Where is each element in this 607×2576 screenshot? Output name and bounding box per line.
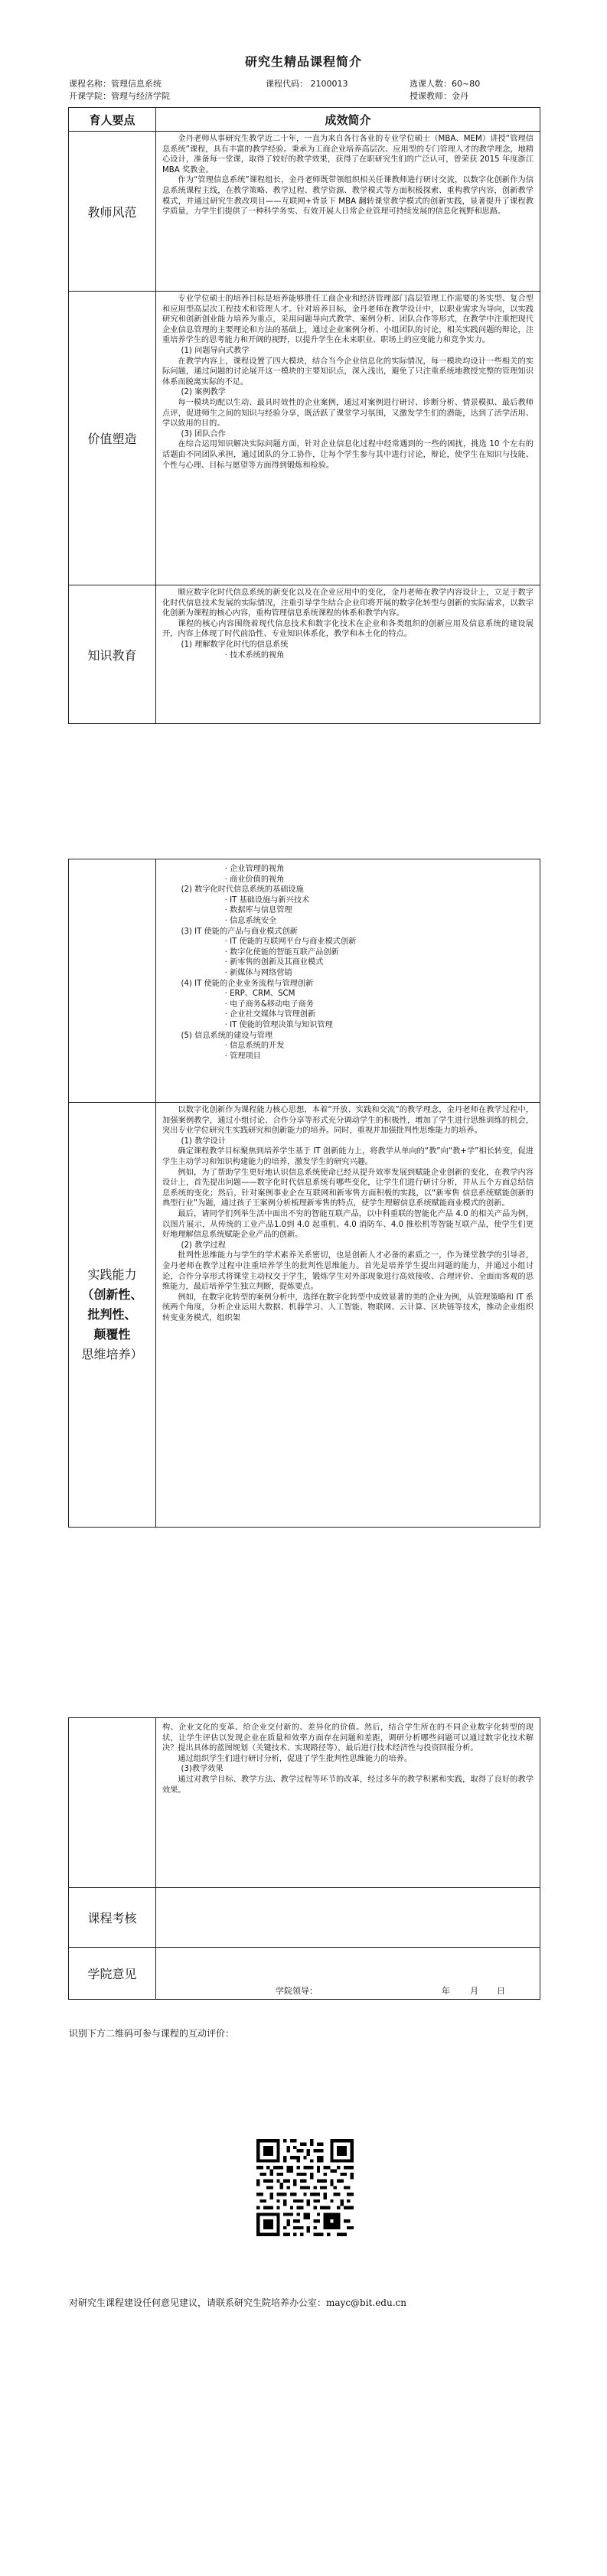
practice-subheading-3: (3)教学效果 xyxy=(181,1765,224,1774)
offering-college: 开课学院：管理与经济学院 xyxy=(69,91,170,101)
contact-note: 对研究生课程建设任何意见建议，请联系研究生院培养办公室：mayc@bit.edu.cn xyxy=(69,2297,406,2308)
knowledge-bullet: · IT 基础设施与新兴技术 xyxy=(224,895,310,905)
qr-code-icon[interactable] xyxy=(256,2139,354,2236)
practice-para: 通过组织学生们进行研讨分析，促进了学生批判性思维能力的培养。 xyxy=(178,1754,413,1763)
practice-para: 确定课程教学目标聚焦到培养学生基于 IT 创新能力上，将教学从单向的“教”向“教+学”相长转变，促进学生主动学习和知识构建能力的培养，激发学生的研究兴趣。 xyxy=(162,1147,534,1166)
practice-label-line: （创新性、 xyxy=(81,1287,143,1302)
knowledge-bullet: · 信息系统的开发 xyxy=(224,1042,285,1051)
values-para-3: 在综合运用知识解决实际问题方面，针对企业信息化过程中经常遇到的一些的困扰，挑选 10 个左右的话题由不同团队承担，通过团队的分工协作，让每个学生参与其中进行讨论，辩论，使学生在知识与技能、个性与心理、目标与愿望等方面得到锻炼和检验。 xyxy=(162,440,534,470)
date-year-label: 年 xyxy=(442,1986,450,1996)
course-table-cont xyxy=(68,859,540,1528)
knowledge-bullet: · 电子商务&移动电子商务 xyxy=(224,999,314,1009)
values-para-2: 每一模块均配以生动、最具时效性的企业案例，通过对案例进行研讨、诊断分析、情景模拟、最后教师点评，促进师生之间的知识与经验分享，既活跃了课堂学习氛围，又激发学生们的潜能，达到了活学活用、学以致用的目的。 xyxy=(162,398,534,429)
knowledge-bullet: · 企业社交媒体与管理创新 xyxy=(224,1010,316,1019)
document-title: 研究生精品课程简介 xyxy=(244,54,362,69)
practice-para: 通过对教学目标、教学方法、教学过程等环节的改革，经过多年的教学积累和实践，取得了良好的教学效果。 xyxy=(162,1775,534,1795)
enrollment: 选课人数：60~80 xyxy=(410,79,481,89)
date-month-label: 月 xyxy=(470,1986,478,1996)
practice-label-line: 批判性、 xyxy=(87,1307,137,1322)
college-leader-label: 学院领导： xyxy=(276,1986,318,1996)
values-intro: 专业学位硕士的培养目标是培养能够胜任工商企业和经济管理部门高层管理工作需要的务实型、复合型和应用型高层次工程技术和管理人才。针对培养目标，金丹老师在教学设计中，以职业需求为导向，以实践研究和创新创业能力培养为重点，采用问题导向式教学、案例分析、团队合作等形式，在教学中注重把现代企业信息管理的主要理论和方法的基础上，通过企业案例分析、小组团队的讨论，相关实践问题的辩论，注重培养学生的思考能力和开阔的视野，以提升学生在未来职业、职场上的应变能力和竞争实力。 xyxy=(162,295,534,345)
header-outcomes: 成效简介 xyxy=(156,108,540,132)
practice-subheading-2: (2) 教学过程 xyxy=(181,1241,226,1250)
practice-para: 例如，为了帮助学生更好地认识信息系统使命已经从提升效率发展到赋能企业创新的变化，在教学内容设计上，首先提出问题——数字化时代信息系统有哪些变化，让学生们进行研讨分析，并从五个方面总结信息系统的变化；然后，针对案例事业企在互联网和新零售方面积极的实践，以“新零售 信息系统赋能创新的典型行业”为题，通过孩子王案例分析梳理新零售的特点，使学生理解信息系统赋能商业模式的创新。 xyxy=(162,1168,534,1208)
course-code: 课程代码： 2100013 xyxy=(266,79,348,89)
header-key-points: 育人要点 xyxy=(69,108,156,132)
knowledge-subheading-2: (2) 数字化时代信息系统的基础设施 xyxy=(181,885,304,895)
knowledge-subheading-3: (3) IT 使能的产品与商业模式创新 xyxy=(181,927,298,936)
practice-label-line: 实践能力 xyxy=(87,1267,137,1282)
knowledge-bullet: · 商业价值的视角 xyxy=(224,875,285,884)
knowledge-bullet: · IT 使能的互联网平台与商业模式创新 xyxy=(224,937,357,947)
practice-cont-content xyxy=(156,1718,540,1888)
assessment-content xyxy=(156,1888,540,1948)
practice-para: 例如，在数字化转型的案例分析中，选择在数字化转型中成效显著的美的企业为例，从管理策略和 IT 系统两个角度，分析企业运用大数据、机器学习、人工智能、物联网、云计算、区块链等技术，推动企业组织转变业务模式，组织架 xyxy=(162,1293,534,1322)
knowledge-bullet: · 信息系统安全 xyxy=(224,916,277,925)
college-opinion-content xyxy=(156,1948,540,2000)
label-knowledge: 知识教育 xyxy=(69,585,156,724)
knowledge-bullet: · 新零售的创新及其商业模式 xyxy=(224,958,324,967)
knowledge-subheading-5: (5) 信息系统的建设与管理 xyxy=(181,1031,273,1040)
label-practice-cont xyxy=(69,1718,156,1888)
label-value-shaping: 价值塑造 xyxy=(69,292,156,585)
practice-para: 构、企业文化的变革、给企业交付新的、差异化的价值。然后，结合学生所在的不同企业数字化转型的现状，让学生评估以发现企业在质量和效率方面存在问题和差距，调研分析哪些问题可以通过数字化技术解决？提出具体的蓝图规划（关键技术、实现路径等），最后进行技术经济性与投资回报分析。 xyxy=(162,1723,534,1753)
practice-content xyxy=(156,1103,540,1528)
label-assessment: 课程考核 xyxy=(69,1888,156,1948)
knowledge-content xyxy=(156,585,540,724)
knowledge-bullet: · ERP、CRM、SCM xyxy=(224,990,295,999)
teacher-style-content xyxy=(156,132,540,292)
label-teacher-style: 教师风范 xyxy=(69,132,156,292)
knowledge-subheading-1: (1) 理解数字化时代的信息系统 xyxy=(181,640,289,649)
knowledge-bullet: · 新媒体与网络营销 xyxy=(224,968,292,977)
practice-intro: 以数字化创新作为课程能力核心思想，本着“开放、实践和交流”的教学理念，金丹老师在教学过程中，加强案例教学，通过小组讨论、合作分享等形式充分调动学生的积极性，增加了学生进行思维训练的机会，突出专业学位研究生实践研究和创新能力的培养。同时，重视并加强批判性思维能力的培养。 xyxy=(162,1106,534,1136)
label-practice xyxy=(69,1103,156,1528)
course-table xyxy=(68,107,540,724)
practice-para: 批判性思维能力与学生的学术素养关系密切，也是创新人才必备的素质之一，作为课堂教学的引导者，金丹老师在教学过程中注重培养学生的批判性思维能力。首先是培养学生提出问题的能力，并通过小组讨论，合作分享形式将课堂主动权交于学生，锻炼学生对外部现象进行高效接收、合理评价、全面而客观的思维能力，最后培养学生独立判断，提炼要点。 xyxy=(162,1251,534,1292)
values-subheading-1: (1) 问题导向式教学 xyxy=(181,346,250,355)
practice-label-line: 颠覆性 xyxy=(93,1327,131,1342)
practice-subheading-1: (1) 教学设计 xyxy=(181,1136,226,1146)
knowledge-para-2: 课程的核心内容围绕着现代信息技术和数字化技术在企业和各类组织的创新应用及信息系统的建设展开，内容上体现了时代前沿性、专业知识体系化，教学和本土化的特点。 xyxy=(162,619,534,639)
values-subheading-2: (2) 案例教学 xyxy=(181,388,226,397)
value-shaping-content xyxy=(156,292,540,585)
course-name: 课程名称：管理信息系统 xyxy=(69,79,162,89)
qr-prompt: 识别下方二维码可参与课程的互动评价： xyxy=(69,2028,235,2039)
knowledge-cont-content xyxy=(156,859,540,1103)
knowledge-bullet: · 数据库与信息管理 xyxy=(224,906,292,915)
label-college-opinion: 学院意见 xyxy=(69,1948,156,2000)
knowledge-bullet: · 企业管理的视角 xyxy=(224,865,285,873)
knowledge-bullet: · 数字化使能的智能互联产品创新 xyxy=(224,947,339,957)
practice-para: 最后，请同学们列举生活中面出不穷的智能互联产品，以中科重联的智能化产品 4.0 的相关产品为例，以图片展示，从传统的工业产品1.0到 4.0 起重机、4.0 消防车、4.0 推松机等智能互联产品，使学生们更好地理解信息系统赋能企业产品的创新。 xyxy=(162,1209,534,1240)
instructor: 授课教师：金丹 xyxy=(410,91,468,101)
knowledge-subheading-4: (4) IT 使能的企业业务流程与管理创新 xyxy=(181,979,314,988)
knowledge-bullet: · IT 使能的管理决策与知识管理 xyxy=(224,1020,333,1029)
teacher-style-para-1: 金丹老师从事研究生教学近二十年，一直为来自各行各业的专业学位硕士（MBA、MEM）讲授“管理信息系统”课程，具有丰富的教学经验。秉承为工商企业培养高层次、应用型的专门管理人才的教学理念，地精心设计，准备每一堂课，取得了较好的教学效果，获得了在职研究生们的广泛认可，曾荣获 2015 年度浙江 MBA 奖教金。 xyxy=(162,135,534,174)
knowledge-para-1: 顺应数字化时代信息系统的新变化以及在企业应用中的变化，金丹老师在教学内容设计上，立足于数字化时代信息技术发展的实际情况，注重引导学生结合企业印将开展的数字化转型与创新的实际需求，以数字化创新为课程的核心内容，重构管理信息系统课程的体系和教学内容。 xyxy=(162,589,534,618)
values-subheading-3: (3) 团队合作 xyxy=(181,429,226,439)
teacher-style-para-2: 作为“管理信息系统”课程组长，金丹老师既带领组织相关任课教师进行研讨交流，以数字化创新作为信息系统课程主线，在教学策略、教学过程、教学资源、教学模式等方面积极探索、重构教学内容，创新教学模式，并通过研究生教改项目——互联网+背景下 MBA 翻转课堂教学模式的创新实践，显著提升了课程教学质量，力学生们提供了一种科学务实、有效开展人日常企业管理可持续发展的信息化视野和思路。 xyxy=(162,176,534,217)
label-knowledge-cont xyxy=(69,859,156,1103)
values-para-1: 在教学内容上，课程设置了四大模块，结合当今企业信息化的实际情况，每一模块均设计一些相关的实际问题，通过问题的讨论展开这一模块的主要知识点，深入浅出，避免了只注重系统地教授完整的管理知识体系而脱离实际的不足。 xyxy=(162,357,534,386)
knowledge-bullet: · 管理项目 xyxy=(224,1052,261,1061)
practice-label-line: 思维培养） xyxy=(81,1347,143,1361)
date-day-label: 日 xyxy=(497,1986,505,1996)
knowledge-bullet: · 技术系统的视角 xyxy=(224,651,285,660)
course-table-cont-2 xyxy=(68,1717,540,2000)
